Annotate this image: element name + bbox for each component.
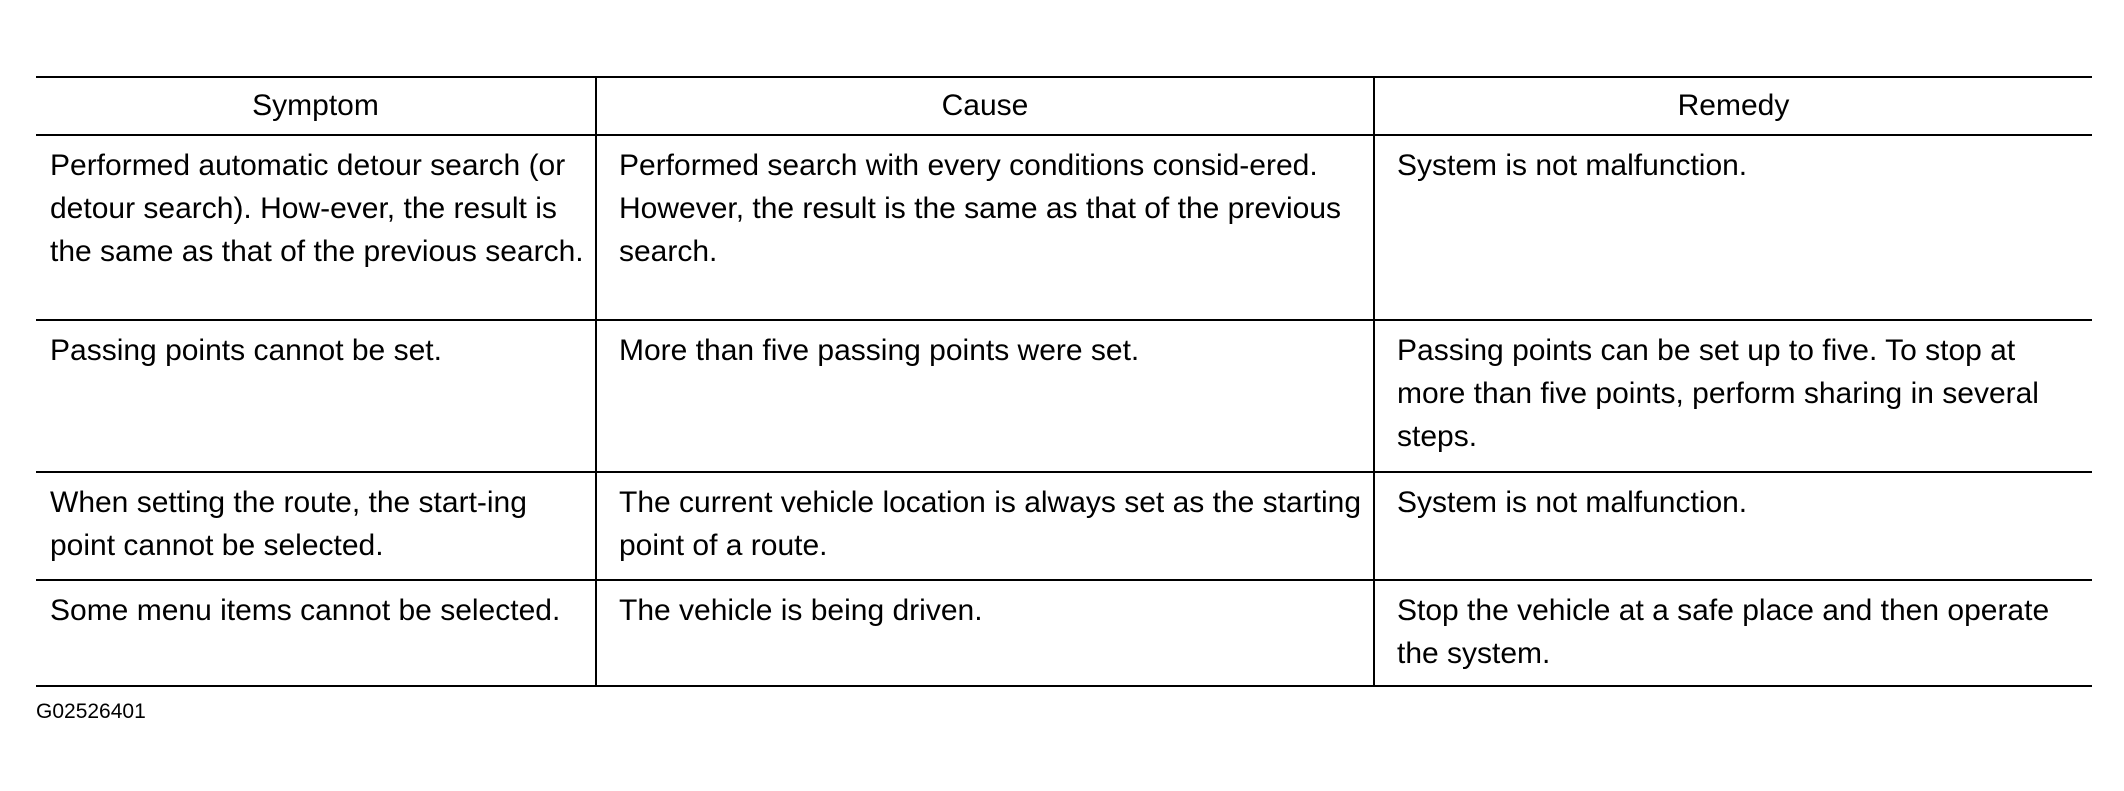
header-remedy: Remedy: [1374, 77, 2092, 135]
table-row: [36, 472, 2092, 580]
symptom-cell: Some menu items cannot be selected.: [50, 594, 561, 627]
remedy-cell: Passing points can be set up to five. To stop at more than five points, perform sharing in several steps.: [1374, 320, 2092, 472]
remedy-cell: System is not malfunction.: [1374, 472, 2092, 580]
symptom-cell: Passing points cannot be set.: [36, 320, 596, 472]
table-row: [36, 320, 2092, 472]
remedy-cell: Stop the vehicle at a safe place and then operate the system.: [1374, 580, 2092, 686]
troubleshooting-table: [36, 76, 2092, 687]
symptom-cell: Performed automatic detour search (or detour search). How-ever, the result is the same as that of the previous search.: [36, 135, 596, 320]
figure-code: G02526401: [36, 700, 146, 723]
cause-cell: The vehicle is being driven.: [596, 580, 1374, 686]
cause-cell: The current vehicle location is always set as the starting point of a route.: [596, 472, 1374, 580]
cause-cell: Performed search with every conditions consid-ered. However, the result is the same as that of the previous search.: [596, 135, 1374, 320]
table-row: [36, 580, 2092, 686]
symptom-cell: When setting the route, the start-ing point cannot be selected.: [36, 472, 596, 580]
cause-cell: More than five passing points were set.: [596, 320, 1374, 472]
header-symptom: Symptom: [36, 77, 596, 135]
remedy-cell: System is not malfunction.: [1374, 135, 2092, 320]
table-row: [36, 135, 2092, 320]
header-row: [36, 77, 2092, 135]
header-cause: Cause: [596, 77, 1374, 135]
